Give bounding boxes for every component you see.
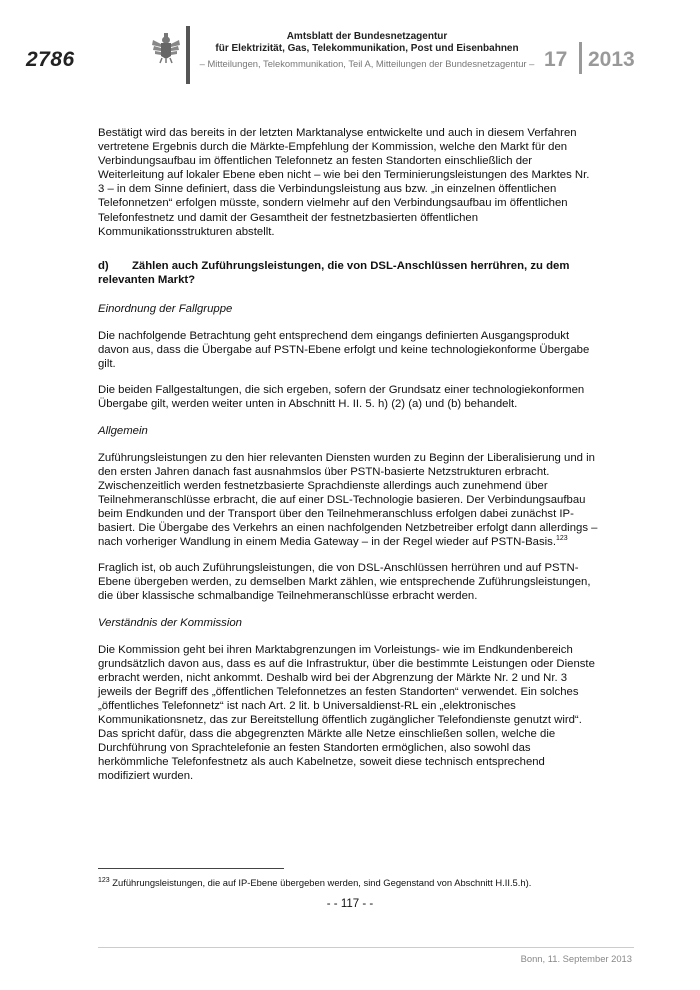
publication-title-line1: Amtsblatt der Bundesnetzagentur (286, 31, 448, 42)
paragraph: Die Kommission geht bei ihren Marktabgrenzungen im Vorleistungs- wie im Endkundenbereich grundsätzlich davon aus, dass es auf die Infrastruktur, über die bestimmte Leistungen oder Dienste erbracht werden, nicht ankommt. Deshalb wird bei der Abgrenzung der Märkte Nr. 2 und Nr. 3 jeweils der Begriff des „öffentlichen Telefonnetzes an festen Standorten“ verwendet. Ein solches „öffentliches Telefonnetz“ ist nach Art. 2 lit. b Universaldienst-RL ein „elektronisches Kommunikationsnetz, das zur Bereitstellung öffentlich zugänglicher Telefondienste genutzt wird“. Das spricht dafür, dass die abgegrenzten Märkte alle Netze einschließen sollen, welche die Durchführung von Sprachtelefonie an festen Standorten ermöglichen, also sowohl das herkömmliche Telefonfestnetz als auch Kabelnetze, soweit diese technisch entsprechend modifiziert wurden. (98, 643, 595, 783)
header-divider (186, 26, 190, 84)
footnote-text: Zuführungsleistungen, die auf IP-Ebene übergeben werden, sind Gegenstand von Abschnitt H.II.5.h). (109, 877, 532, 888)
footer-divider (98, 947, 634, 948)
footnote-divider (98, 868, 284, 869)
subheading-allgemein: Allgemein (98, 424, 148, 437)
publication-title (200, 31, 534, 55)
section-letter: d) (98, 259, 109, 272)
publication-subtitle: – Mitteilungen, Telekommunikation, Teil A, Mitteilungen der Bundesnetzagentur – (199, 58, 535, 69)
issue-divider (579, 42, 582, 74)
footnote (98, 877, 531, 888)
publication-title-line2: für Elektrizität, Gas, Telekommunikation, Post und Eisenbahnen (215, 43, 519, 54)
footer-date: Bonn, 11. September 2013 (520, 953, 632, 964)
subheading-fallgruppe: Einordnung der Fallgruppe (98, 302, 233, 315)
issue-year: 2013 (588, 48, 635, 71)
issue-number: 17 (544, 48, 568, 71)
footnote-number: 123 (98, 876, 110, 884)
paragraph: Die nachfolgende Betrachtung geht entsprechend dem eingangs definierten Ausgangsprodukt davon aus, dass die Übergabe auf PSTN-Ebene erfolgt und keine technologiekonforme Übergabe gilt. (98, 330, 590, 371)
page-number: 2786 (26, 48, 75, 71)
document-body (98, 126, 598, 796)
federal-eagle-icon (151, 32, 181, 64)
paragraph: Fraglich ist, ob auch Zuführungsleistungen, die von DSL-Anschlüssen herrühren und auf PSTN-Ebene übergeben werden, zu demselben Markt zählen, wie entsprechende Zuführungsleistungen, die über klassische schmalbandige Teilnehmeranschlüsse erbracht werden. (98, 562, 591, 603)
intro-paragraph: Bestätigt wird das bereits in der letzten Marktanalyse entwickelte und auch in diesem Verfahren vertretene Ergebnis durch die Märkte-Empfehlung der Kommission, welche den Markt für den Verbindungsaufbau im öffentlichen Telefonnetz an festen Standorten einschließlich der Weiterleitung auf lokaler Ebene eben nicht – wie bei den Terminierungsleistungen des Marktes Nr. 3 – in dem Sinne definiert, dass die Verbindungsleistung aus bzw. „in einzelnen öffentlichen Telefonnetzen“ erfolgen müsste, sondern vielmehr auf den Verbindungsaufbau im öffentlichen Telefonfestnetz und damit der Gesamtheit der festnetzbasierten öffentlichen Kommunikationsstrukturen abstellt. (98, 127, 590, 238)
subheading-kommission: Verständnis der Kommission (98, 616, 242, 629)
section-title: Zählen auch Zuführungsleistungen, die von DSL-Anschlüssen herrühren, zu dem relevanten Markt? (98, 259, 570, 286)
footnote-reference[interactable]: 123 (555, 535, 568, 543)
paragraph-text: Zuführungsleistungen zu den hier relevanten Diensten wurden zu Beginn der Liberalisierung und in den ersten Jahren danach fast ausnahmslos über PSTN-basierte Netzstrukturen erbracht. Zwischenzeitlich werden festnetzbasierte Sprachdienste allerdings auch zunehmend über Teilnehmeranschlüsse erbracht, die auf einer DSL-Technologie basieren. Der Verbindungsaufbau beim Endkunden und der Transport über den Teilnehmeranschluss erfolgen dabei zunächst IP-basiert. Die Übergabe des Verkehrs an einen nachfolgenden Netzbetreiber erfolgt dann allerdings – nach vorheriger Wandlung in einem Media Gateway – in der Regel wieder auf PSTN-Basis. (98, 451, 598, 549)
footer-page-label: - - 117 - - (326, 898, 374, 910)
paragraph-with-footnote (98, 451, 598, 550)
paragraph: Die beiden Fallgestaltungen, die sich ergeben, sofern der Grundsatz einer technologiekonformen Übergabe gilt, werden weiter unten in Abschnitt H. II. 5. h) (2) (a) und (b) behandelt. (98, 384, 585, 411)
section-heading (98, 259, 598, 287)
